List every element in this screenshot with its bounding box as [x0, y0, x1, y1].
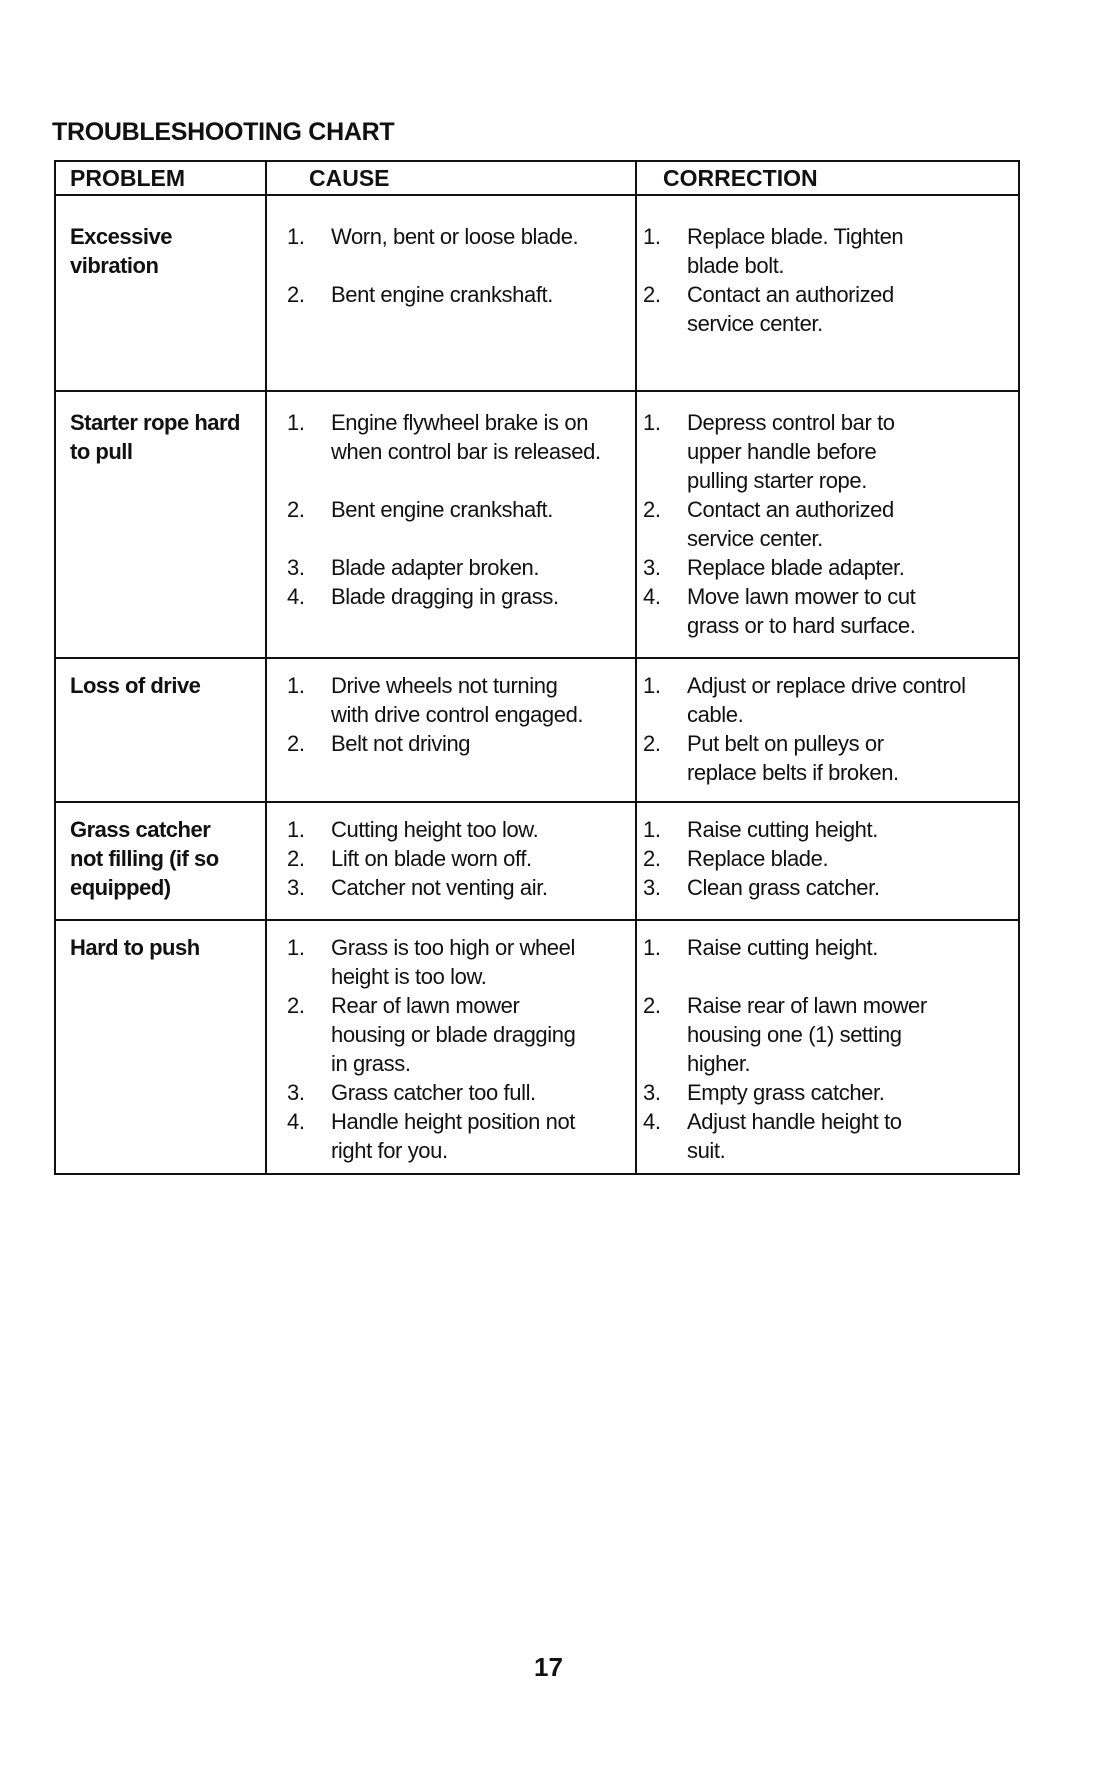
item-text: Blade dragging in grass.: [331, 584, 559, 609]
item-text: Blade adapter broken.: [331, 555, 540, 580]
item-number: 3.: [287, 1080, 305, 1105]
item-number: 3.: [643, 875, 661, 900]
item-text: Cutting height too low.: [331, 817, 539, 842]
problem-cell: Hard to push: [56, 921, 267, 1173]
item-text: Adjust or replace drive control cable.: [687, 673, 966, 727]
item-text: Drive wheels not turning with drive control engaged.: [331, 673, 584, 727]
item-text: Raise cutting height.: [687, 935, 878, 960]
item-number: 2.: [287, 993, 305, 1018]
cause-item: [287, 408, 635, 466]
item-text: Replace blade. Tighten blade bolt.: [687, 224, 904, 278]
cause-item: [287, 991, 635, 1078]
correction-item: [643, 1078, 1018, 1107]
header-problem: PROBLEM: [56, 162, 267, 194]
item-number: 3.: [287, 555, 305, 580]
page-number: 17: [534, 1652, 563, 1682]
item-text: Bent engine crankshaft.: [331, 282, 553, 307]
problem-cell: Loss of drive: [56, 659, 267, 801]
item-text: Grass catcher too full.: [331, 1080, 536, 1105]
correction-item: [643, 553, 1018, 582]
item-number: 2.: [287, 846, 305, 871]
item-number: 4.: [287, 1109, 305, 1134]
correction-cell: [637, 921, 1018, 1173]
item-text: Adjust handle height to suit.: [687, 1109, 902, 1163]
cause-item: [287, 1107, 635, 1165]
table-row: [56, 657, 1018, 801]
cause-cell: [267, 196, 637, 390]
table-row: [56, 196, 1018, 390]
item-text: Depress control bar to upper handle before pulling starter rope.: [687, 410, 895, 493]
cause-item: [287, 671, 635, 729]
correction-item: [643, 1107, 1018, 1165]
correction-item: [643, 815, 1018, 844]
correction-item: [643, 844, 1018, 873]
correction-item: [643, 991, 1018, 1078]
item-text: Catcher not venting air.: [331, 875, 548, 900]
item-text: Grass is too high or wheel height is too low.: [331, 935, 575, 989]
problem-cell: Excessive vibration: [56, 196, 267, 390]
table-row: [56, 801, 1018, 919]
item-number: 4.: [643, 1109, 661, 1134]
cause-cell: [267, 921, 637, 1173]
cause-item: [287, 495, 635, 524]
cause-item: [287, 729, 635, 758]
correction-item: [643, 222, 1018, 280]
correction-cell: [637, 392, 1018, 657]
cause-cell: [267, 392, 637, 657]
table-header-row: [56, 162, 1018, 196]
item-text: Lift on blade worn off.: [331, 846, 532, 871]
item-number: 1.: [643, 224, 661, 249]
correction-cell: [637, 659, 1018, 801]
item-number: 3.: [643, 555, 661, 580]
item-number: 4.: [643, 584, 661, 609]
item-number: 1.: [643, 935, 661, 960]
cause-item: [287, 582, 635, 611]
correction-item: [643, 280, 1018, 338]
item-text: Move lawn mower to cut grass or to hard surface.: [687, 584, 916, 638]
item-text: Raise rear of lawn mower housing one (1) setting higher.: [687, 993, 927, 1076]
correction-item: [643, 671, 1018, 729]
item-text: Worn, bent or loose blade.: [331, 224, 579, 249]
problem-cell: Grass catcher not filling (if so equipped): [56, 803, 267, 919]
item-text: Clean grass catcher.: [687, 875, 880, 900]
item-number: 1.: [287, 817, 305, 842]
item-number: 4.: [287, 584, 305, 609]
cause-item: [287, 222, 635, 251]
chart-title: TROUBLESHOOTING CHART: [52, 118, 395, 146]
item-number: 1.: [643, 817, 661, 842]
table-row: [56, 390, 1018, 657]
problem-cell: Starter rope hard to pull: [56, 392, 267, 657]
cause-item: [287, 280, 635, 309]
correction-cell: [637, 196, 1018, 390]
item-number: 1.: [643, 673, 661, 698]
item-text: Empty grass catcher.: [687, 1080, 885, 1105]
troubleshooting-table: [54, 160, 1020, 1175]
item-text: Replace blade adapter.: [687, 555, 905, 580]
item-text: Contact an authorized service center.: [687, 497, 894, 551]
table-row: [56, 919, 1018, 1173]
correction-item: [643, 582, 1018, 640]
correction-item: [643, 873, 1018, 902]
header-cause: CAUSE: [267, 162, 637, 194]
item-text: Belt not driving: [331, 731, 471, 756]
item-number: 1.: [287, 935, 305, 960]
correction-item: [643, 933, 1018, 962]
cause-item: [287, 553, 635, 582]
cause-item: [287, 844, 635, 873]
correction-item: [643, 729, 1018, 787]
item-text: Engine flywheel brake is on when control bar is released.: [331, 410, 601, 464]
cause-item: [287, 933, 635, 991]
item-number: 2.: [643, 497, 661, 522]
correction-cell: [637, 803, 1018, 919]
cause-item: [287, 815, 635, 844]
item-text: Replace blade.: [687, 846, 829, 871]
cause-item: [287, 873, 635, 902]
item-text: Put belt on pulleys or replace belts if broken.: [687, 731, 899, 785]
item-number: 2.: [643, 846, 661, 871]
item-number: 1.: [287, 410, 305, 435]
correction-item: [643, 495, 1018, 553]
correction-item: [643, 408, 1018, 495]
item-number: 3.: [643, 1080, 661, 1105]
item-text: Bent engine crankshaft.: [331, 497, 553, 522]
item-number: 2.: [643, 282, 661, 307]
item-number: 1.: [287, 673, 305, 698]
header-correction: CORRECTION: [663, 165, 818, 191]
item-number: 2.: [287, 731, 305, 756]
item-number: 1.: [643, 410, 661, 435]
item-text: Rear of lawn mower housing or blade dragging in grass.: [331, 993, 576, 1076]
cause-cell: [267, 803, 637, 919]
cause-item: [287, 1078, 635, 1107]
item-text: Raise cutting height.: [687, 817, 878, 842]
cause-cell: [267, 659, 637, 801]
item-text: Handle height position not right for you.: [331, 1109, 576, 1163]
item-number: 2.: [287, 497, 305, 522]
item-number: 2.: [643, 993, 661, 1018]
item-text: Contact an authorized service center.: [687, 282, 894, 336]
item-number: 2.: [287, 282, 305, 307]
item-number: 1.: [287, 224, 305, 249]
item-number: 2.: [643, 731, 661, 756]
item-number: 3.: [287, 875, 305, 900]
